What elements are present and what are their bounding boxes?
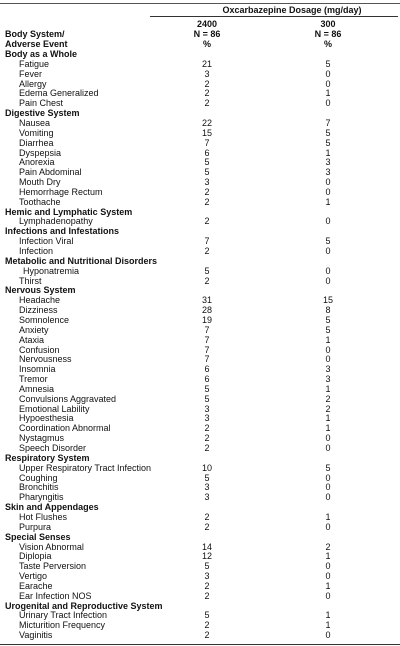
value-2400: 14 bbox=[201, 541, 212, 552]
event-label: Somnolence bbox=[19, 314, 70, 325]
category-label: Urogenital and Reproductive System bbox=[5, 600, 163, 611]
value-2400: 2 bbox=[204, 521, 210, 532]
value-2400: 2 bbox=[204, 620, 210, 631]
value-300: 0 bbox=[325, 590, 331, 601]
value-300: 5 bbox=[325, 137, 331, 148]
value-300: 5 bbox=[325, 236, 331, 247]
value-2400: 3 bbox=[204, 403, 210, 414]
value-300: 3 bbox=[325, 157, 331, 168]
table-row bbox=[0, 148, 400, 158]
event-label: Earache bbox=[19, 580, 53, 591]
table-row bbox=[0, 69, 400, 79]
value-300: 0 bbox=[325, 472, 331, 483]
event-label: Fatigue bbox=[19, 58, 50, 69]
table-row bbox=[0, 404, 400, 414]
value-300: 1 bbox=[325, 334, 331, 345]
table-row bbox=[0, 315, 400, 325]
event-label: Mouth Dry bbox=[19, 177, 61, 187]
table-row bbox=[0, 354, 400, 364]
table-row bbox=[0, 216, 400, 226]
value-300: 0 bbox=[325, 571, 331, 581]
value-300: 1 bbox=[325, 413, 331, 424]
value-300: 0 bbox=[325, 275, 331, 286]
value-300: 1 bbox=[325, 147, 331, 158]
event-label: Allergy bbox=[19, 78, 47, 89]
value-2400: 5 bbox=[204, 393, 210, 404]
table-row bbox=[0, 433, 400, 443]
event-label: Vaginitis bbox=[19, 630, 53, 641]
col1-n: N = 86 bbox=[193, 29, 221, 39]
value-2400: 5 bbox=[204, 383, 210, 394]
value-2400: 2 bbox=[204, 275, 210, 286]
table-row bbox=[0, 482, 400, 492]
table-row bbox=[0, 59, 400, 69]
table-row bbox=[0, 561, 400, 571]
value-2400: 6 bbox=[204, 147, 210, 158]
table-row bbox=[0, 473, 400, 483]
value-2400: 7 bbox=[204, 344, 210, 355]
event-label: Ataxia bbox=[19, 334, 45, 345]
event-label: Micturition Frequency bbox=[19, 620, 106, 631]
category-row bbox=[0, 285, 400, 295]
table-row bbox=[0, 384, 400, 394]
value-2400: 2 bbox=[204, 196, 210, 207]
table-row bbox=[0, 512, 400, 522]
table-row bbox=[0, 492, 400, 502]
value-2400: 5 bbox=[204, 157, 210, 168]
table-row bbox=[0, 138, 400, 148]
col1-unit: % bbox=[202, 39, 211, 49]
value-2400: 2 bbox=[204, 580, 210, 591]
event-label: Bronchitis bbox=[19, 482, 59, 493]
table-row bbox=[0, 325, 400, 335]
event-label: Dyspepsia bbox=[19, 147, 62, 158]
event-label: Amnesia bbox=[19, 383, 55, 394]
bottom-border bbox=[0, 644, 400, 645]
value-300: 7 bbox=[325, 118, 331, 128]
event-label: Anorexia bbox=[19, 157, 55, 168]
category-row bbox=[0, 532, 400, 542]
event-label: Edema Generalized bbox=[19, 88, 99, 99]
value-300: 0 bbox=[325, 344, 331, 355]
event-label: Coughing bbox=[19, 472, 58, 483]
value-2400: 15 bbox=[201, 127, 212, 138]
event-label: Nausea bbox=[19, 118, 51, 128]
value-300: 1 bbox=[325, 511, 331, 522]
value-2400: 5 bbox=[204, 265, 210, 276]
row-label-line1: Body System/ bbox=[5, 29, 65, 39]
value-2400: 3 bbox=[204, 492, 210, 503]
value-300: 5 bbox=[325, 324, 331, 335]
col2-dose: 300 bbox=[320, 19, 336, 29]
event-label: Headache bbox=[19, 295, 61, 306]
col1-dose: 2400 bbox=[196, 19, 218, 29]
value-300: 5 bbox=[325, 314, 331, 325]
event-label: Coordination Abnormal bbox=[19, 423, 111, 434]
table-row bbox=[0, 630, 400, 640]
event-label: Speech Disorder bbox=[19, 443, 87, 453]
value-2400: 5 bbox=[204, 167, 210, 178]
category-row bbox=[0, 256, 400, 266]
value-2400: 7 bbox=[204, 354, 210, 365]
category-label: Hemic and Lymphatic System bbox=[5, 206, 133, 217]
table-row bbox=[0, 463, 400, 473]
value-2400: 6 bbox=[204, 364, 210, 375]
category-row bbox=[0, 601, 400, 611]
table-row bbox=[0, 266, 400, 276]
table-row bbox=[0, 413, 400, 423]
event-label: Lymphadenopathy bbox=[19, 216, 93, 227]
table-row bbox=[0, 167, 400, 177]
event-label: Fever bbox=[19, 68, 43, 79]
value-300: 0 bbox=[325, 433, 331, 444]
value-300: 3 bbox=[325, 374, 331, 385]
dosage-title: Oxcarbazepine Dosage (mg/day) bbox=[222, 5, 362, 15]
table-row bbox=[0, 571, 400, 581]
value-2400: 19 bbox=[201, 314, 212, 325]
value-2400: 10 bbox=[201, 462, 212, 473]
table-row bbox=[0, 394, 400, 404]
value-300: 5 bbox=[325, 127, 331, 138]
value-2400: 2 bbox=[204, 443, 210, 453]
table-row bbox=[0, 581, 400, 591]
value-300: 1 bbox=[325, 580, 331, 591]
value-2400: 2 bbox=[204, 98, 210, 109]
value-300: 1 bbox=[325, 620, 331, 631]
category-row bbox=[0, 502, 400, 512]
value-2400: 2 bbox=[204, 246, 210, 256]
value-2400: 22 bbox=[201, 118, 212, 128]
table-row bbox=[0, 305, 400, 315]
category-label: Digestive System bbox=[5, 108, 80, 119]
event-label: Pain Abdominal bbox=[19, 167, 82, 178]
table-row bbox=[0, 295, 400, 305]
value-2400: 7 bbox=[204, 137, 210, 148]
value-300: 8 bbox=[325, 305, 331, 316]
event-label: Anxiety bbox=[19, 324, 49, 335]
value-300: 3 bbox=[325, 364, 331, 375]
value-300: 0 bbox=[325, 482, 331, 493]
value-300: 0 bbox=[325, 492, 331, 503]
value-300: 2 bbox=[325, 403, 331, 414]
value-300: 1 bbox=[325, 423, 331, 434]
table-row bbox=[0, 197, 400, 207]
table-row bbox=[0, 98, 400, 108]
event-label: Diarrhea bbox=[19, 137, 54, 148]
event-label: Infection Viral bbox=[19, 236, 74, 247]
value-300: 5 bbox=[325, 58, 331, 69]
value-2400: 2 bbox=[204, 78, 210, 89]
dosage-rule bbox=[150, 16, 398, 17]
event-label: Emotional Lability bbox=[19, 403, 90, 414]
value-300: 0 bbox=[325, 186, 331, 197]
value-300: 0 bbox=[325, 630, 331, 641]
top-border bbox=[0, 3, 400, 4]
table-row bbox=[0, 177, 400, 187]
category-label: Special Senses bbox=[5, 531, 71, 542]
value-300: 0 bbox=[325, 98, 331, 109]
event-label: Purpura bbox=[19, 521, 52, 532]
event-label: Taste Perversion bbox=[19, 561, 87, 572]
value-300: 1 bbox=[325, 88, 331, 99]
category-row bbox=[0, 453, 400, 463]
event-label: Urinary Tract Infection bbox=[19, 610, 108, 621]
event-label: Tremor bbox=[19, 374, 48, 385]
event-label: Upper Respiratory Tract Infection bbox=[19, 462, 152, 473]
category-row bbox=[0, 226, 400, 236]
value-2400: 2 bbox=[204, 630, 210, 641]
category-row bbox=[0, 108, 400, 118]
col2-n: N = 86 bbox=[314, 29, 342, 39]
table-row bbox=[0, 620, 400, 630]
category-row bbox=[0, 207, 400, 217]
value-2400: 7 bbox=[204, 334, 210, 345]
value-2400: 5 bbox=[204, 610, 210, 621]
value-2400: 3 bbox=[204, 482, 210, 493]
table-row bbox=[0, 276, 400, 286]
event-label: Pain Chest bbox=[19, 98, 64, 109]
value-300: 0 bbox=[325, 521, 331, 532]
table-row bbox=[0, 128, 400, 138]
value-2400: 28 bbox=[201, 305, 212, 316]
value-2400: 5 bbox=[204, 472, 210, 483]
value-2400: 31 bbox=[201, 295, 212, 306]
event-label: Hemorrhage Rectum bbox=[19, 186, 103, 197]
event-label: Nervousness bbox=[19, 354, 72, 365]
event-label: Toothache bbox=[19, 196, 61, 207]
value-2400: 7 bbox=[204, 236, 210, 247]
value-300: 3 bbox=[325, 167, 331, 178]
value-300: 0 bbox=[325, 354, 331, 365]
event-label: Pharyngitis bbox=[19, 492, 64, 503]
table-row bbox=[0, 522, 400, 532]
category-label: Metabolic and Nutritional Disorders bbox=[5, 255, 158, 266]
category-label: Infections and Infestations bbox=[5, 226, 120, 237]
row-label-line2: Adverse Event bbox=[5, 39, 68, 49]
event-label: Vomiting bbox=[19, 127, 54, 138]
value-2400: 2 bbox=[204, 590, 210, 601]
table-row bbox=[0, 423, 400, 433]
table-row bbox=[0, 335, 400, 345]
category-label: Nervous System bbox=[5, 285, 76, 296]
value-300: 2 bbox=[325, 541, 331, 552]
table-row bbox=[0, 591, 400, 601]
table-row bbox=[0, 79, 400, 89]
event-label: Convulsions Aggravated bbox=[19, 393, 117, 404]
table-row bbox=[0, 187, 400, 197]
value-300: 1 bbox=[325, 610, 331, 621]
value-2400: 2 bbox=[204, 511, 210, 522]
table-row bbox=[0, 88, 400, 98]
category-row bbox=[0, 49, 400, 59]
value-2400: 3 bbox=[204, 413, 210, 424]
value-300: 0 bbox=[325, 78, 331, 89]
value-300: 0 bbox=[325, 68, 331, 79]
value-2400: 2 bbox=[204, 88, 210, 99]
value-2400: 12 bbox=[201, 551, 212, 562]
event-label: Vertigo bbox=[19, 571, 48, 581]
event-label: Ear Infection NOS bbox=[19, 590, 92, 601]
value-300: 0 bbox=[325, 177, 331, 187]
value-2400: 3 bbox=[204, 177, 210, 187]
value-300: 1 bbox=[325, 383, 331, 394]
value-300: 1 bbox=[325, 196, 331, 207]
table-row bbox=[0, 364, 400, 374]
event-label: Hypoesthesia bbox=[19, 413, 74, 424]
value-300: 0 bbox=[325, 561, 331, 572]
value-2400: 3 bbox=[204, 571, 210, 581]
event-label: Diplopia bbox=[19, 551, 52, 562]
value-2400: 2 bbox=[204, 216, 210, 227]
event-label: Infection bbox=[19, 246, 54, 256]
value-300: 0 bbox=[325, 443, 331, 453]
table-row bbox=[0, 236, 400, 246]
value-2400: 7 bbox=[204, 324, 210, 335]
category-label: Body as a Whole bbox=[5, 49, 78, 59]
event-label: Insomnia bbox=[19, 364, 56, 375]
col2-unit: % bbox=[323, 39, 332, 49]
event-label: Dizziness bbox=[19, 305, 58, 316]
event-label: Hyponatremia bbox=[23, 265, 80, 276]
event-label: Thirst bbox=[19, 275, 42, 286]
table-row bbox=[0, 246, 400, 256]
value-300: 5 bbox=[325, 462, 331, 473]
category-label: Skin and Appendages bbox=[5, 502, 99, 513]
category-label: Respiratory System bbox=[5, 452, 90, 463]
event-label: Confusion bbox=[19, 344, 60, 355]
value-2400: 6 bbox=[204, 374, 210, 385]
value-2400: 3 bbox=[204, 68, 210, 79]
value-300: 0 bbox=[325, 216, 331, 227]
event-label: Vision Abnormal bbox=[19, 541, 84, 552]
table-row bbox=[0, 345, 400, 355]
event-label: Hot Flushes bbox=[19, 511, 68, 522]
table-row bbox=[0, 551, 400, 561]
value-2400: 5 bbox=[204, 561, 210, 572]
value-300: 0 bbox=[325, 246, 331, 256]
table-row bbox=[0, 610, 400, 620]
value-300: 0 bbox=[325, 265, 331, 276]
table-row bbox=[0, 118, 400, 128]
value-2400: 2 bbox=[204, 186, 210, 197]
value-300: 1 bbox=[325, 551, 331, 562]
value-300: 2 bbox=[325, 393, 331, 404]
event-label: Nystagmus bbox=[19, 433, 65, 444]
value-2400: 21 bbox=[201, 58, 212, 69]
value-2400: 2 bbox=[204, 433, 210, 444]
value-300: 15 bbox=[322, 295, 333, 306]
value-2400: 2 bbox=[204, 423, 210, 434]
table-row bbox=[0, 157, 400, 167]
table-row bbox=[0, 443, 400, 453]
table-row bbox=[0, 374, 400, 384]
table-row bbox=[0, 542, 400, 552]
